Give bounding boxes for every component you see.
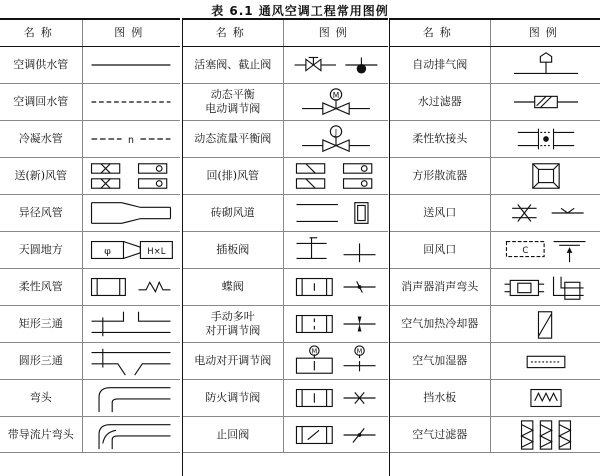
table-row: [0, 232, 180, 269]
brick-duct-icon: [284, 195, 388, 231]
header-name: 名称: [0, 20, 83, 46]
mark-label: M: [332, 90, 339, 100]
table-row: [390, 306, 600, 343]
round-square-transition-icon: [83, 232, 180, 268]
symbol-name: 空调回水管: [0, 84, 83, 120]
table-row: [183, 417, 388, 453]
table-row: [0, 121, 180, 158]
mark-label: C: [522, 244, 529, 255]
table-row: [183, 121, 388, 158]
table-row: [0, 380, 180, 417]
table-row: [0, 417, 180, 453]
mark-label: M: [311, 347, 317, 356]
table-row: [183, 343, 388, 380]
symbol-name: 空调供水管: [0, 47, 83, 83]
symbol-name: 自动排气阀: [390, 47, 491, 83]
symbol-name: 带导流片弯头: [0, 417, 83, 452]
table-row: [390, 121, 600, 158]
table-row: [0, 158, 180, 195]
table-row: [0, 306, 180, 343]
rect-tee-icon: [83, 306, 180, 342]
condensate-pipe-icon: [83, 121, 180, 157]
symbol-name: 蝶阀: [183, 269, 284, 305]
symbol-name: 柔性软接头: [390, 121, 491, 157]
symbol-name: 异径风管: [0, 195, 83, 231]
symbol-name: 回(排)风管: [183, 158, 284, 194]
elbow-icon: [83, 380, 180, 416]
table-row: [183, 47, 388, 84]
symbol-name: 手动多叶 对开调节阀: [183, 306, 284, 342]
table-row: [390, 380, 600, 417]
symbol-name: 天圆地方: [0, 232, 83, 268]
slide-gate-valve-icon: [284, 232, 388, 268]
header-legend: 图例: [114, 26, 149, 39]
check-valve-icon: [284, 417, 388, 452]
symbol-name: 圆形三通: [0, 343, 83, 379]
silencer-icon: [491, 269, 600, 305]
mark-label: H×L: [147, 245, 166, 256]
symbol-name: 矩形三通: [0, 306, 83, 342]
header-legend: 图例: [528, 26, 563, 39]
header-row: [183, 20, 388, 47]
flexible-duct-icon: [83, 269, 180, 305]
symbol-name: 活塞阀、截止阀: [183, 47, 284, 83]
header-name: 名称: [390, 20, 491, 46]
symbol-name: 空气加湿器: [390, 343, 491, 379]
symbol-name: 柔性风管: [0, 269, 83, 305]
reducer-duct-icon: [83, 195, 180, 231]
round-tee-icon: [83, 343, 180, 379]
manual-multi-blade-damper-icon: [284, 306, 388, 342]
table-row: [183, 269, 388, 306]
table-row: [183, 380, 388, 417]
motor-opposed-damper-icon: [284, 343, 388, 379]
table-row: [390, 47, 600, 84]
supply-pipe-icon: [83, 47, 180, 83]
table-row: [390, 195, 600, 232]
mark-label: M: [356, 347, 363, 356]
section-3: [389, 18, 600, 476]
fire-damper-icon: [284, 380, 388, 416]
table-row: [0, 47, 180, 84]
header-legend: 图例: [318, 26, 353, 39]
symbol-name: 动态流量平衡阀: [183, 121, 284, 157]
table-title: 表 6.1 通风空调工程常用图例: [211, 4, 389, 18]
symbol-name: 空气加热冷却器: [390, 306, 491, 342]
table-row: [183, 306, 388, 343]
header-row: [0, 20, 180, 47]
table-row: [0, 84, 180, 121]
symbol-name: 空气过滤器: [390, 417, 491, 452]
eliminator-plate-icon: [491, 380, 600, 416]
table-row: [390, 158, 600, 195]
mark-label: φ: [104, 245, 112, 257]
symbol-name: 电动对开调节阀: [183, 343, 284, 379]
symbol-name: 挡水板: [390, 380, 491, 416]
symbol-name: 弯头: [0, 380, 83, 416]
symbol-name: 动态平衡 电动调节阀: [183, 84, 284, 120]
auto-air-vent-icon: [491, 47, 600, 83]
water-strainer-icon: [491, 84, 600, 120]
symbol-name: 消声器消声弯头: [390, 269, 491, 305]
symbol-name: 防火调节阀: [183, 380, 284, 416]
symbol-name: 方形散流器: [390, 158, 491, 194]
table-row: [0, 343, 180, 380]
flow-balance-valve-icon: [284, 121, 388, 157]
return-pipe-icon: [83, 84, 180, 120]
table-row: [390, 269, 600, 306]
table-row: [0, 269, 180, 306]
vaned-elbow-icon: [83, 417, 180, 452]
table-row: [390, 343, 600, 380]
section-1: [0, 18, 180, 476]
symbol-name: 送风口: [390, 195, 491, 231]
legend-table: [0, 18, 600, 474]
table-row: [183, 158, 388, 195]
table-row: [183, 84, 388, 121]
supply-duct-icon: [83, 158, 180, 194]
mark-label: n: [128, 134, 135, 146]
square-diffuser-icon: [491, 158, 600, 194]
humidifier-icon: [491, 343, 600, 379]
symbol-name: 水过滤器: [390, 84, 491, 120]
flexible-connector-icon: [491, 121, 600, 157]
mark-label: J: [334, 127, 337, 137]
symbol-name: 插板阀: [183, 232, 284, 268]
dynamic-balance-motor-valve-icon: [284, 84, 388, 120]
header-name: 名称: [183, 20, 284, 46]
globe-valve-icon: [284, 47, 388, 83]
air-heater-cooler-icon: [491, 306, 600, 342]
section-2: [182, 18, 388, 476]
symbol-name: 砖砌风道: [183, 195, 284, 231]
table-row: [0, 195, 180, 232]
symbol-name: 回风口: [390, 232, 491, 268]
table-row: [390, 232, 600, 269]
butterfly-valve-icon: [284, 269, 388, 305]
table-row: [390, 84, 600, 121]
air-filter-icon: [491, 417, 600, 452]
symbol-name: 止回阀: [183, 417, 284, 452]
symbol-name: 冷凝水管: [0, 121, 83, 157]
table-row: [183, 232, 388, 269]
table-row: [390, 417, 600, 453]
return-inlet-icon: [491, 232, 600, 268]
supply-outlet-icon: [491, 195, 600, 231]
header-row: [390, 20, 600, 47]
table-row: [183, 195, 388, 232]
return-exhaust-duct-icon: [284, 158, 388, 194]
symbol-name: 送(新)风管: [0, 158, 83, 194]
